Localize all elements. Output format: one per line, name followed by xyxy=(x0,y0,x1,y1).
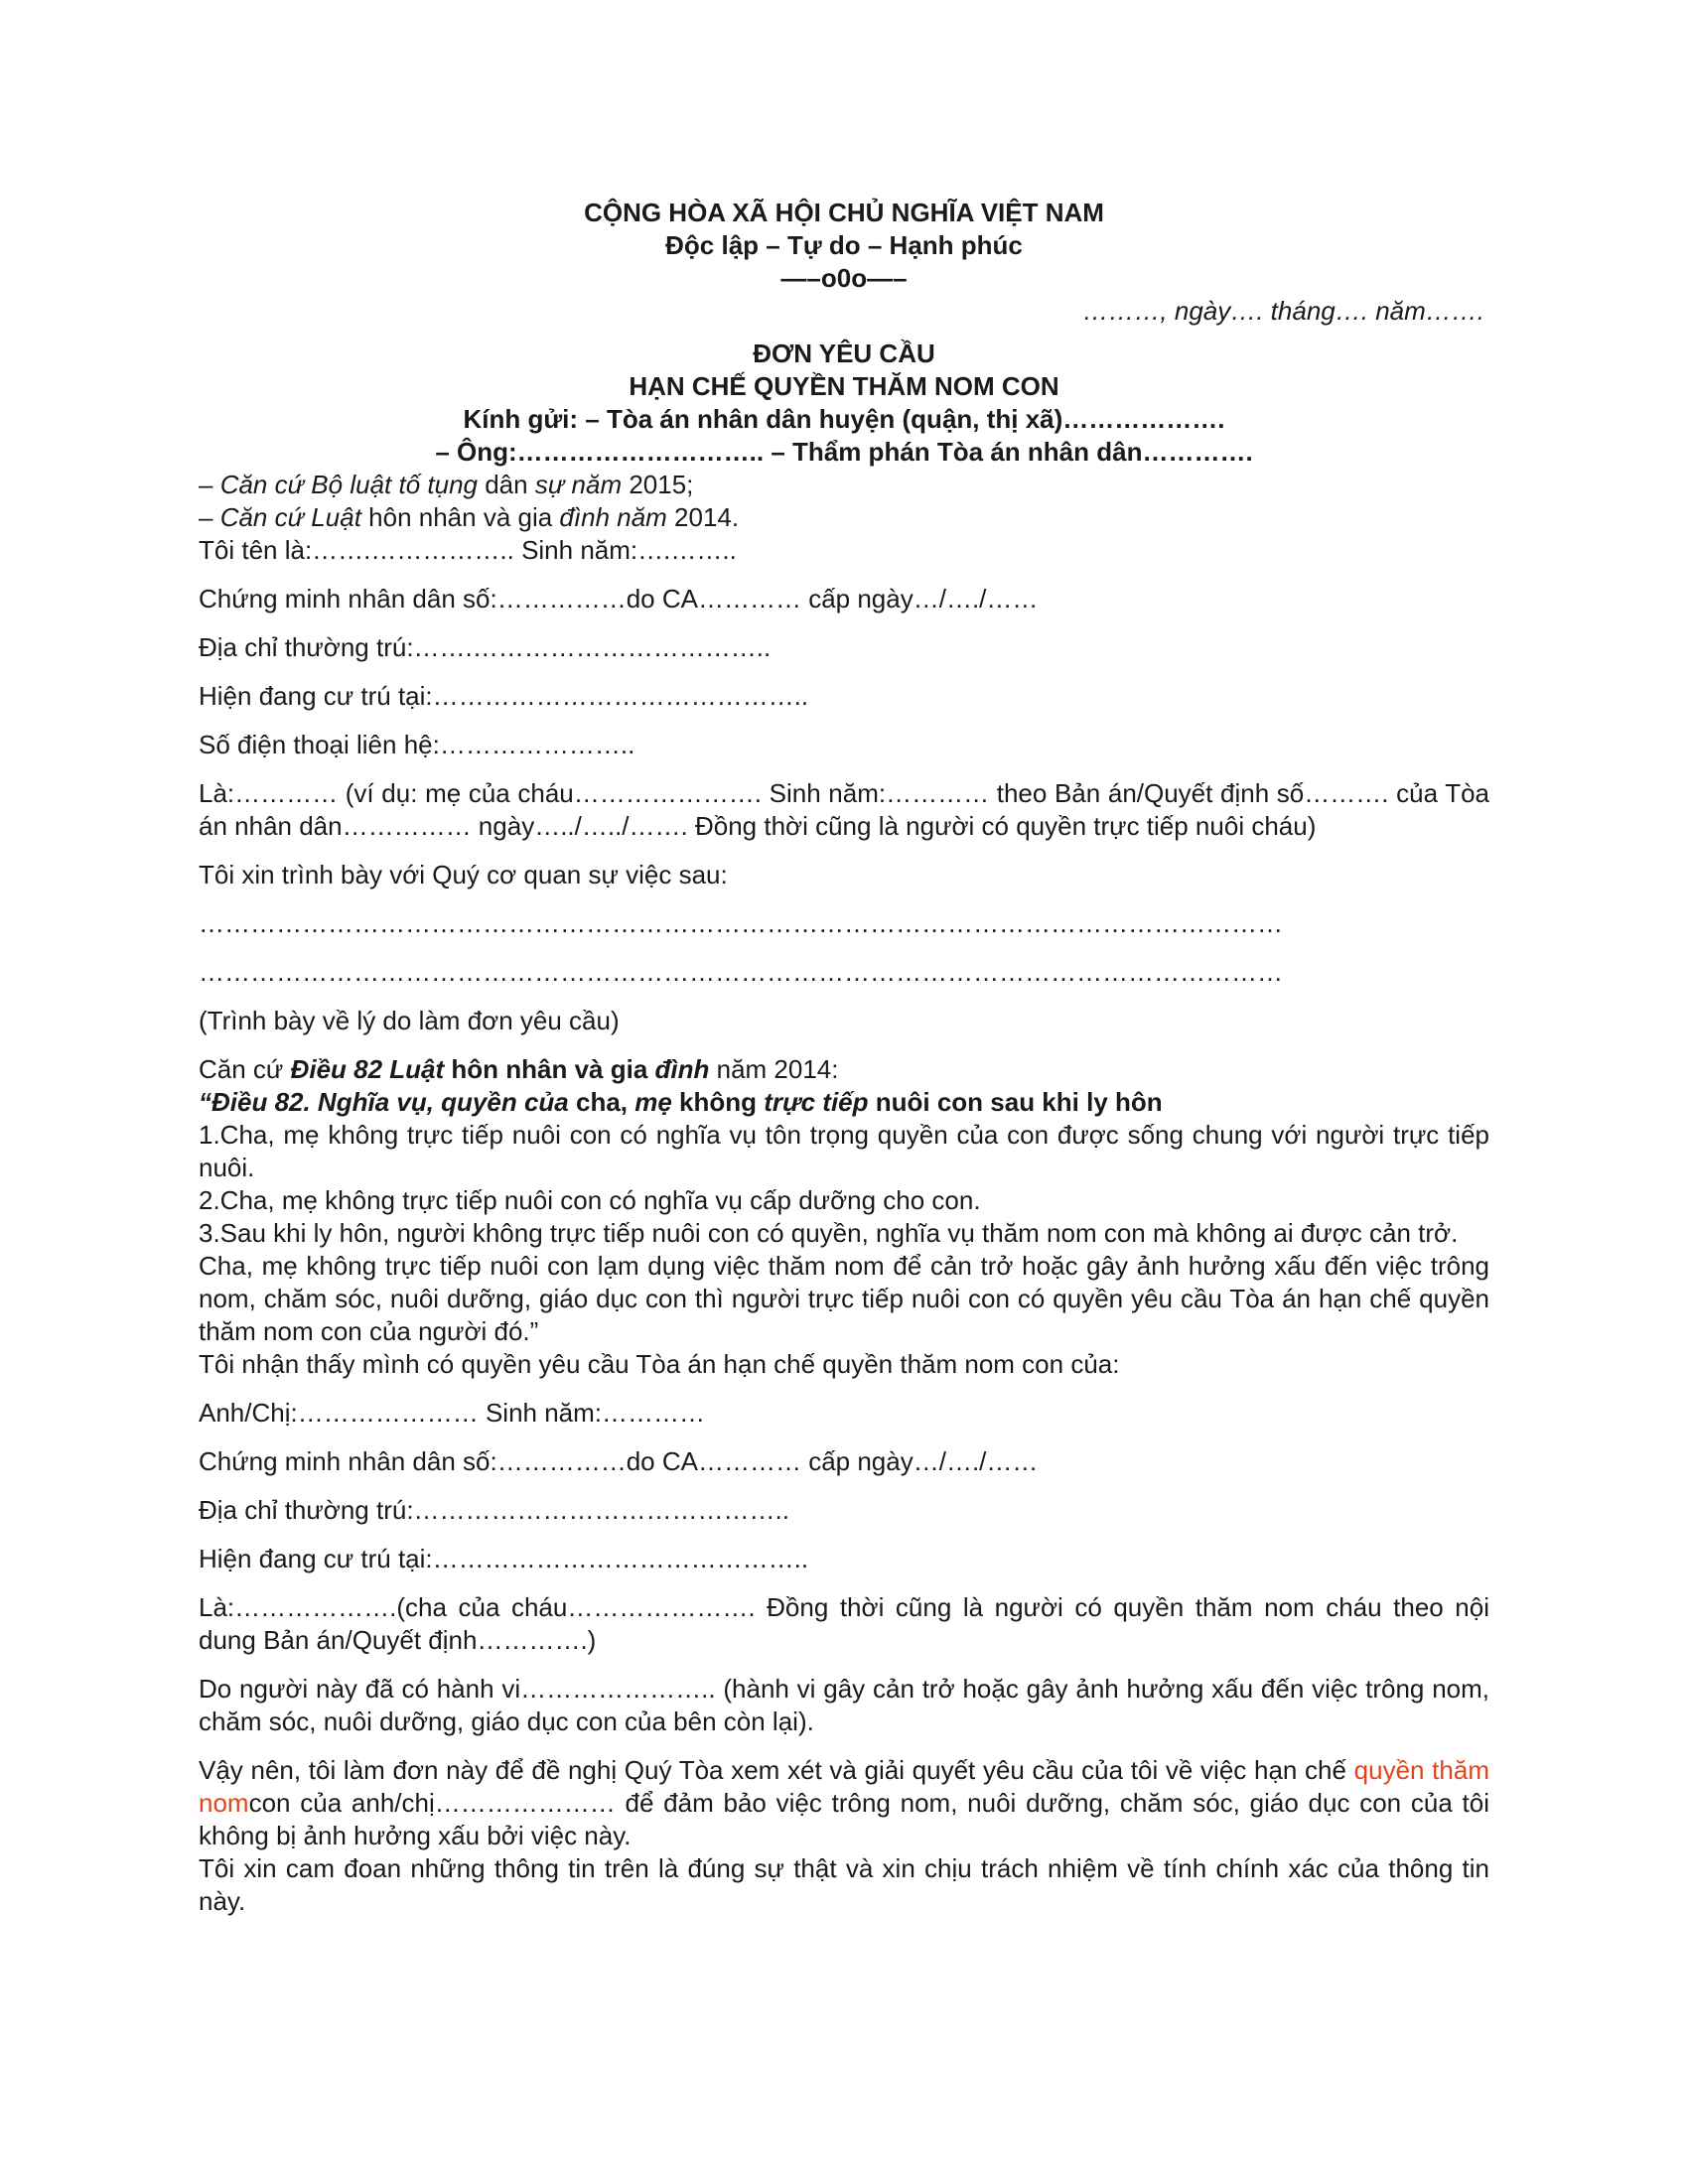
statement-dots-2: ……………………………………………………………………………………………………………… xyxy=(199,957,1283,987)
date-line: ………, ngày…. tháng…. năm……. xyxy=(1082,296,1484,326)
statement-note: (Trình bày về lý do làm đơn yêu cầu) xyxy=(199,1006,620,1035)
visit-rights-link[interactable]: quyền thăm nom xyxy=(199,1755,1489,1818)
motto: Độc lập – Tự do – Hạnh phúc xyxy=(665,230,1023,260)
article-heading: “Điều 82. Nghĩa vụ, quyền của cha, mẹ không trực tiếp nuôi con sau khi ly hôn xyxy=(199,1087,1163,1117)
doc-subtitle: HẠN CHẾ QUYỀN THĂM NOM CON xyxy=(629,371,1059,401)
article-clause-4: Cha, mẹ không trực tiếp nuôi con lạm dụng việc thăm nom để cản trở hoặc gây ảnh hưởng xấu đến việc trông nom, chăm sóc, nuôi dưỡng, giáo dục con thì người trực tiếp nuôi con có quyền yêu cầu Tòa án hạn chế quyền thăm nom con của người đó.” xyxy=(199,1251,1489,1346)
separator: —–o0o—– xyxy=(780,263,908,293)
respondent-name-line: Anh/Chị:………………… Sinh năm:………… xyxy=(199,1398,706,1428)
legal-basis-1: – Căn cứ Bộ luật tố tụng dân sự năm 2015; xyxy=(199,470,694,499)
respondent-role-line: Là:……………….(cha của cháu…………………. Đồng thời cũng là người có quyền thăm nom cháu theo nội dung Bản án/Quyết định………….) xyxy=(199,1592,1489,1655)
recipient-judge: – Ông:……………………….. – Thẩm phán Tòa án nhân dân…………. xyxy=(435,437,1253,467)
article-clause-1: 1.Cha, mẹ không trực tiếp nuôi con có nghĩa vụ tôn trọng quyền của con được sống chung với người trực tiếp nuôi. xyxy=(199,1120,1489,1182)
statement-intro: Tôi xin trình bày với Quý cơ quan sự việc sau: xyxy=(199,860,728,889)
statement-dots-1: ……………………………………………………………………………………………………………… xyxy=(199,908,1283,938)
document-page xyxy=(199,197,1489,1918)
closing-request: Vậy nên, tôi làm đơn này để đề nghị Quý Tòa xem xét và giải quyết yêu cầu của tôi về việc hạn chế quyền thăm nomcon của anh/chị………………… để đảm bảo việc trông nom, nuôi dưỡng, chăm sóc, giáo dục con của tôi không bị ảnh hưởng xấu bởi việc này. xyxy=(199,1755,1489,1850)
doc-title: ĐƠN YÊU CẦU xyxy=(753,339,935,368)
applicant-phone-line: Số điện thoại liên hệ:………………….. xyxy=(199,730,635,759)
closing-behavior: Do người này đã có hành vi………………….. (hành vi gây cản trở hoặc gây ảnh hưởng xấu đến việc trông nom, chăm sóc, nuôi dưỡng, giáo dục con của bên còn lại). xyxy=(199,1674,1489,1736)
article-clause-2: 2.Cha, mẹ không trực tiếp nuôi con có nghĩa vụ cấp dưỡng cho con. xyxy=(199,1185,981,1215)
applicant-role-line: Là:………… (ví dụ: mẹ của cháu…………………. Sinh năm:………… theo Bản án/Quyết định số………. của Tòa án nhân dân…………… ngày…../…../……. Đồng thời cũng là người có quyền trực tiếp nuôi cháu) xyxy=(199,778,1489,841)
applicant-address-line: Địa chỉ thường trú:…….…………………………….. xyxy=(199,632,772,662)
recipient-court: Kính gửi: – Tòa án nhân dân huyện (quận, thị xã)………………. xyxy=(463,404,1225,434)
applicant-id-line: Chứng minh nhân dân số:……………do CA………… cấp ngày…/…./…… xyxy=(199,584,1039,614)
article-basis: Căn cứ Điều 82 Luật hôn nhân và gia đình năm 2014: xyxy=(199,1054,839,1084)
legal-basis-2: – Căn cứ Luật hôn nhân và gia đình năm 2014. xyxy=(199,502,740,532)
respondent-address-line: Địa chỉ thường trú:…………………………………….. xyxy=(199,1495,789,1525)
respondent-residence-line: Hiện đang cư trú tại:…………………………………….. xyxy=(199,1544,809,1573)
applicant-name-line: Tôi tên là:…….…………….. Sinh năm:….…….. xyxy=(199,535,737,565)
article-clause-3: 3.Sau khi ly hôn, người không trực tiếp nuôi con có quyền, nghĩa vụ thăm nom con mà không ai được cản trở. xyxy=(199,1218,1459,1248)
respondent-intro: Tôi nhận thấy mình có quyền yêu cầu Tòa án hạn chế quyền thăm nom con của: xyxy=(199,1349,1120,1379)
closing-commitment: Tôi xin cam đoan những thông tin trên là đúng sự thật và xin chịu trách nhiệm về tính chính xác của thông tin này. xyxy=(199,1853,1489,1916)
respondent-id-line: Chứng minh nhân dân số:……………do CA………… cấp ngày…/…./…… xyxy=(199,1446,1039,1476)
national-title: CỘNG HÒA XÃ HỘI CHỦ NGHĨA VIỆT NAM xyxy=(584,198,1104,227)
applicant-residence-line: Hiện đang cư trú tại:…………………………………….. xyxy=(199,681,809,711)
